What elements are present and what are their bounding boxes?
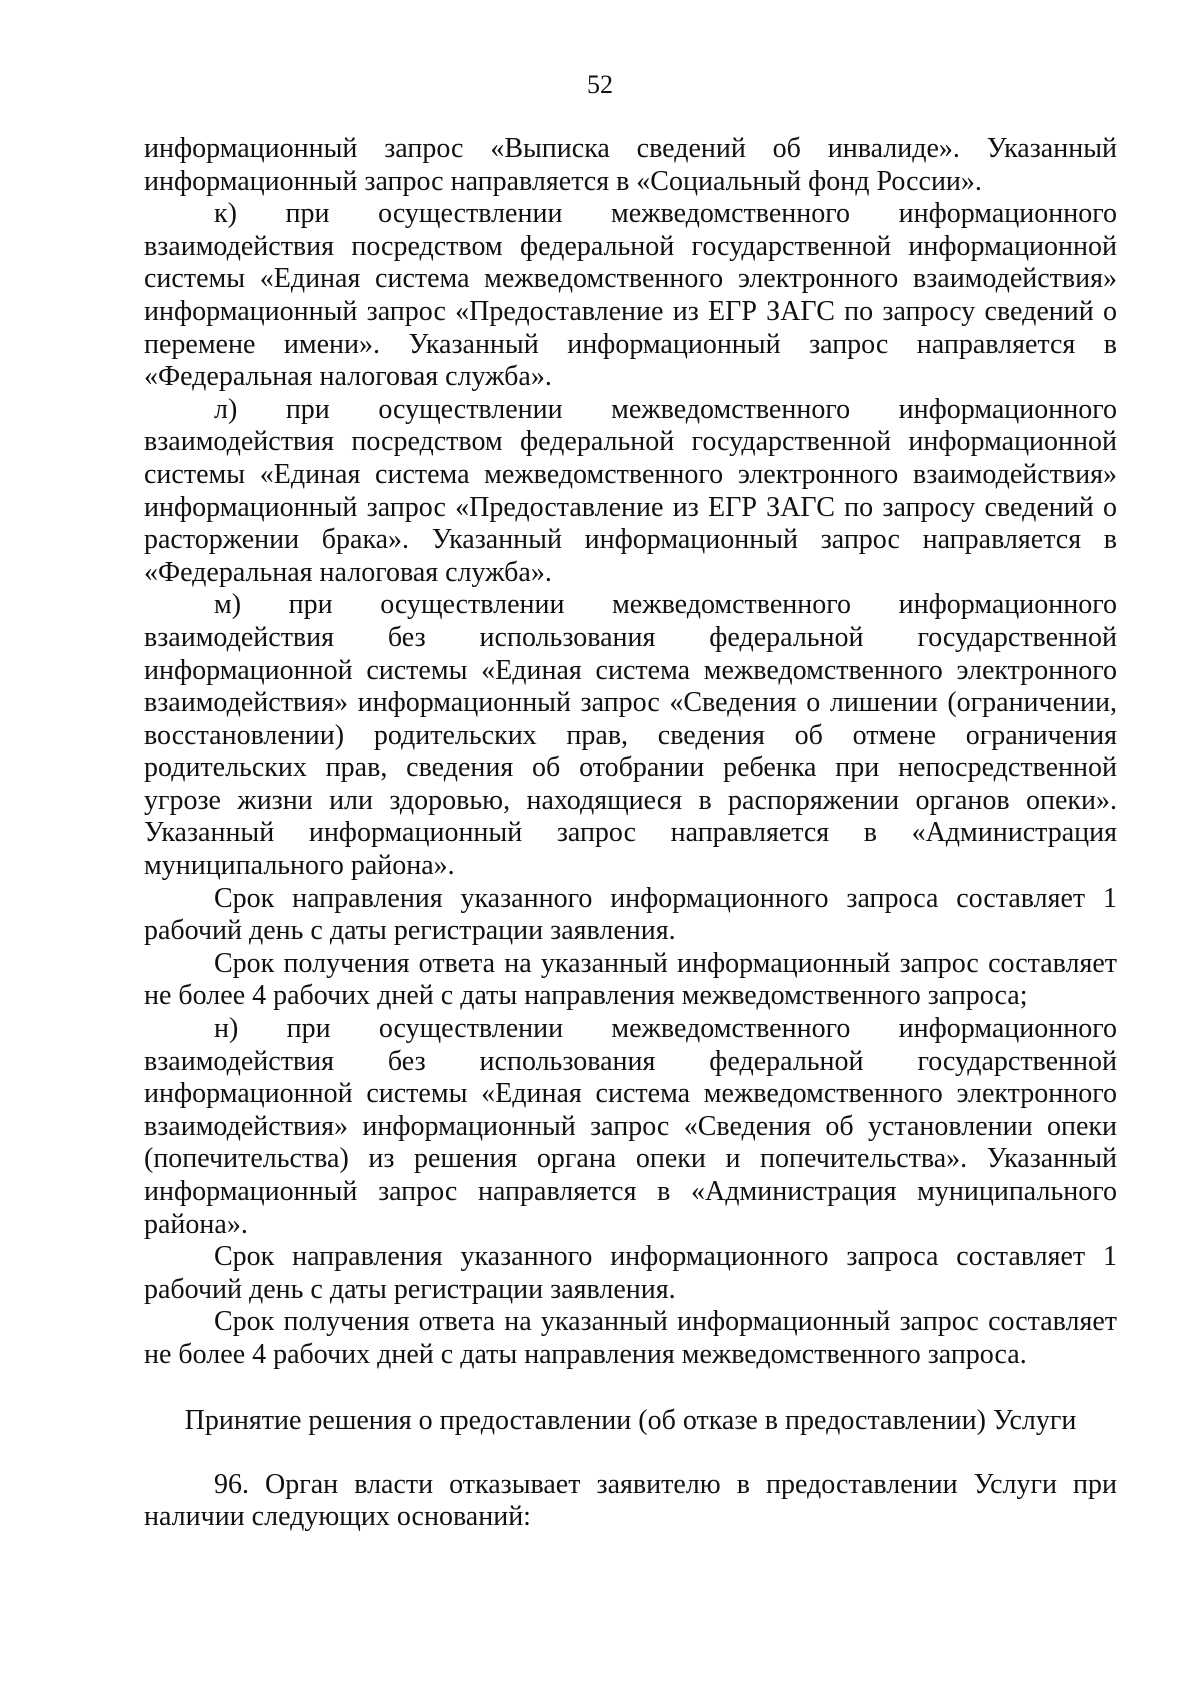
section-heading: Принятие решения о предоставлении (об отказе в предоставлении) Услуги	[184, 1404, 1077, 1436]
paragraph-n-send-term: Срок направления указанного информационного запроса составляет 1 рабочий день с даты регистрации заявления.	[144, 1241, 1117, 1305]
paragraph-item-l: л) при осуществлении межведомственного информационного взаимодействия посредством федеральной государственной информационной системы «Единая система межведомственного электронного взаимодействия» информационный запрос «Предоставление из ЕГР ЗАГС по запросу сведений о расторжении брака». Указанный информационный запрос направляется в «Федеральная налоговая служба».	[144, 393, 1117, 588]
paragraph-m-reply-term: Срок получения ответа на указанный информационный запрос составляет не более 4 рабочих дней с даты направления межведомственного запроса;	[144, 947, 1117, 1012]
paragraph-96: 96. Орган власти отказывает заявителю в предоставлении Услуги при наличии следующих оснований:	[144, 1468, 1117, 1533]
paragraph-item-k: к) при осуществлении межведомственного информационного взаимодействия посредством федеральной государственной информационной системы «Единая система межведомственного электронного взаимодействия» информационный запрос «Предоставление из ЕГР ЗАГС по запросу сведений о перемене имени». Указанный информационный запрос направляется в «Федеральная налоговая служба».	[144, 198, 1117, 393]
paragraph-item-m: м) при осуществлении межведомственного информационного взаимодействия без использования федеральной государственной информационной системы «Единая система межведомственного электронного взаимодействия» информационный запрос «Сведения о лишении (ограничении, восстановлении) родительских прав, сведения об отмене ограничения родительских прав, сведения об отобрании ребенка при непосредственной угрозе жизни или здоровью, находящиеся в распоряжении органов опеки». Указанный информационный запрос направляется в «Администрация муниципального района».	[144, 589, 1117, 882]
paragraph-m-send-term: Срок направления указанного информационного запроса составляет 1 рабочий день с даты регистрации заявления.	[144, 882, 1117, 947]
paragraph-item-n: н) при осуществлении межведомственного информационного взаимодействия без использования федеральной государственной информационной системы «Единая система межведомственного электронного взаимодействия» информационный запрос «Сведения об установлении опеки (попечительства) из решения органа опеки и попечительства». Указанный информационный запрос направляется в «Администрация муниципального района».	[144, 1013, 1117, 1240]
document-body	[144, 133, 1117, 1534]
page-number: 52	[587, 70, 613, 99]
paragraph-n-reply-term: Срок получения ответа на указанный информационный запрос составляет не более 4 рабочих дней с даты направления межведомственного запроса.	[144, 1306, 1117, 1370]
paragraph-continuation: информационный запрос «Выписка сведений об инвалиде». Указанный информационный запрос направляется в «Социальный фонд России».	[144, 133, 1117, 197]
